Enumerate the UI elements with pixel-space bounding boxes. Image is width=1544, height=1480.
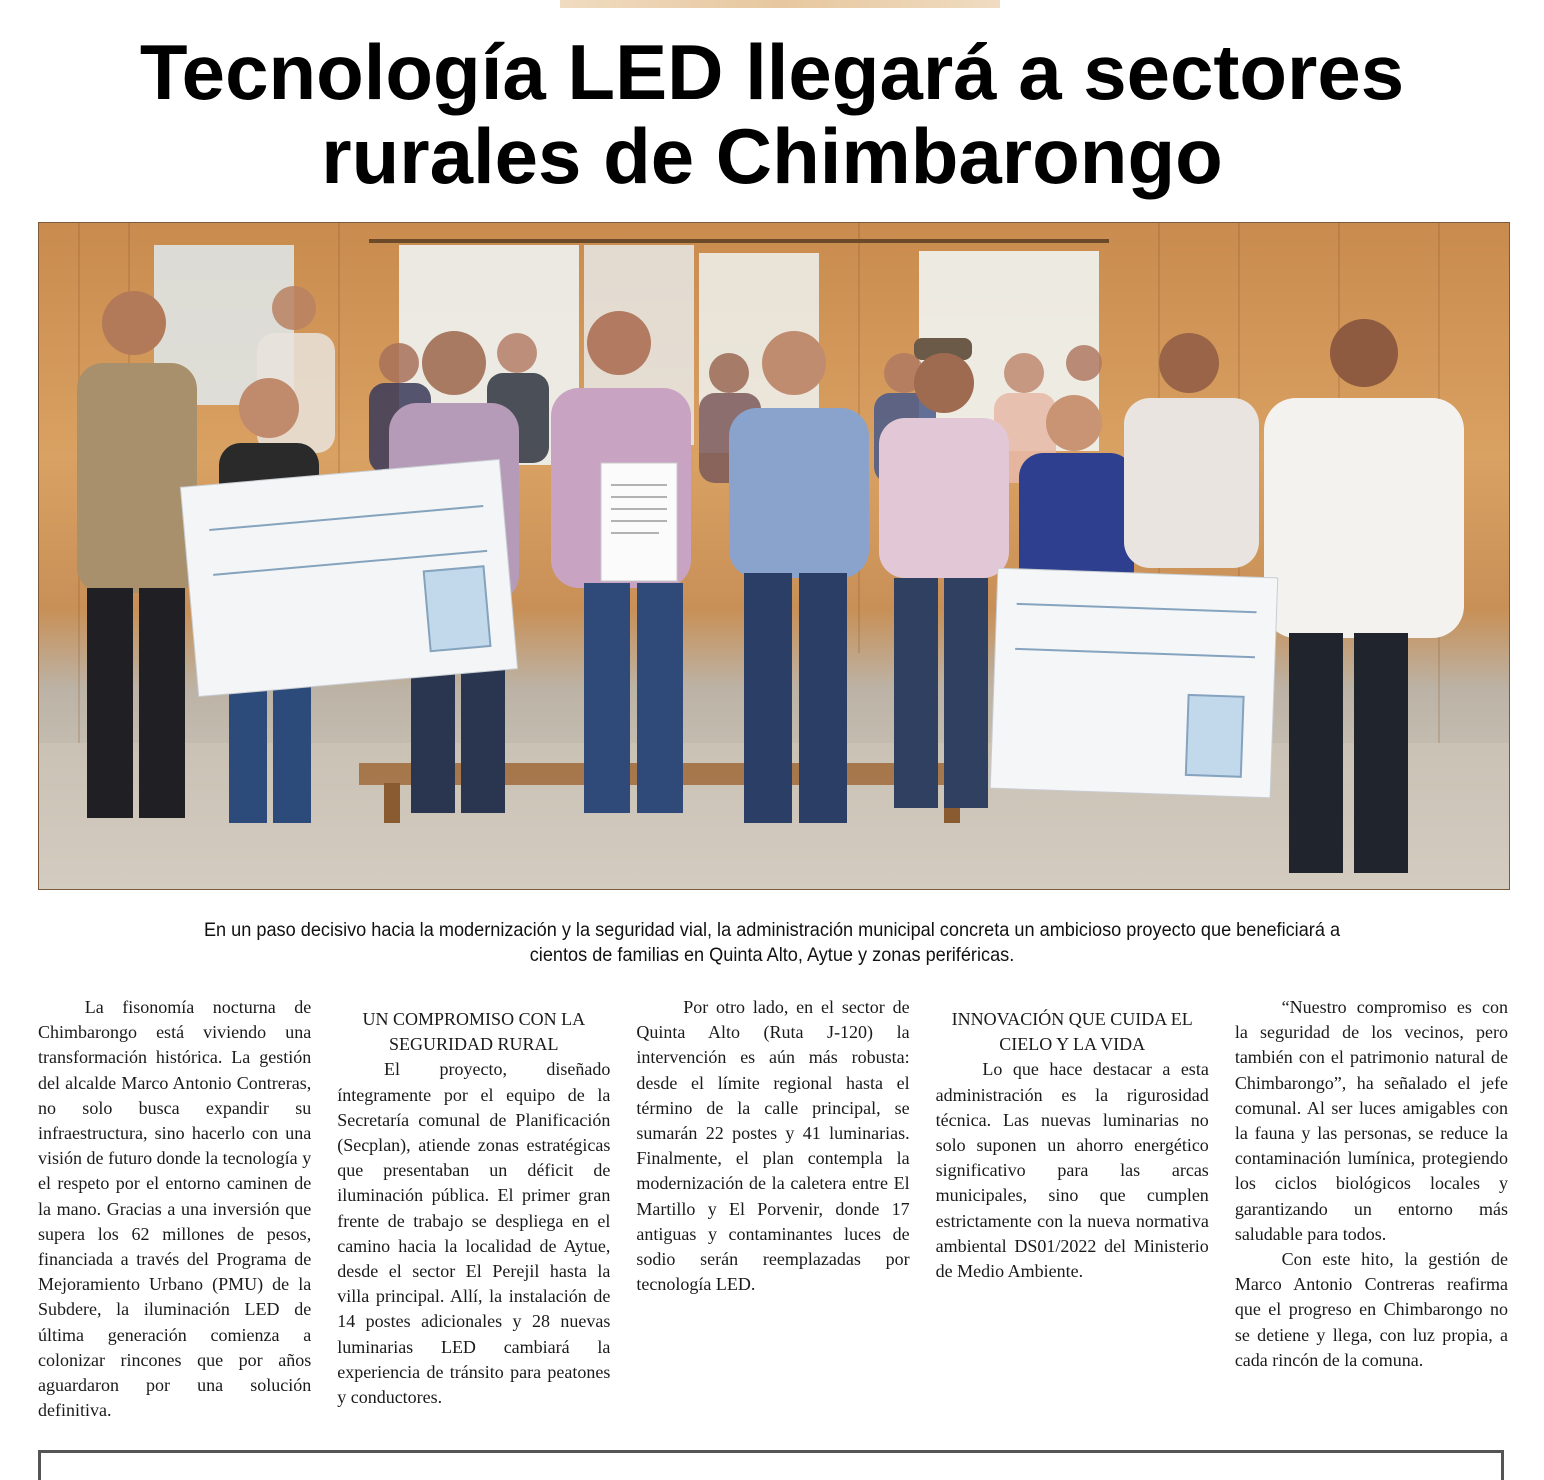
next-article-frame bbox=[38, 1450, 1504, 1480]
subheading-seguridad-rural: UN COMPROMISO CON LA SEGURIDAD RURAL bbox=[362, 1009, 586, 1055]
paragraph-quinta-alto: Por otro lado, en el sector de Quinta Alto (Ruta J-120) la intervención es aún más robusta: desde el límite regional hasta el término de la calle principal, se sumarán 22 postes y 41 luminarias. Finalmente, el plan contempla la modernización de la caletera entre El Martillo y El Porvenir, donde 17 antiguas y contaminantes luces de sodio serán reemplazadas por tecnología LED. bbox=[636, 997, 910, 1295]
paragraph-rigurosidad: Lo que hace destacar a esta administración es la rigurosidad técnica. Las nuevas luminarias no solo suponen un ahorro energético significativo para las arcas municipales, sino que cumplen estrictamente con la nueva normativa ambiental DS01/2022 del Ministerio de Medio Ambiente. bbox=[935, 1059, 1209, 1282]
top-decoration-strip bbox=[560, 0, 1000, 8]
paragraph-intro: La fisonomía nocturna de Chimbarongo está viviendo una transformación histórica. La gestión del alcalde Marco Antonio Contreras, no solo busca expandir su infraestructura, sino hacerlo con una visión de futuro donde la tecnología y el respeto por el entorno caminen de la mano. Gracias a una inversión que supera los 62 millones de pesos, financiada a través del Programa de Mejoramiento Urbano (PMU) de la Subdere, la iluminación LED de última generación comienza a colonizar rincones que por años aguardaron por una solución definitiva. bbox=[38, 997, 312, 1421]
headline: Tecnología LED llegará a sectores rurales de Chimbarongo bbox=[139, 28, 1405, 200]
body-column-1 bbox=[38, 995, 311, 1427]
subheading-innovacion: INNOVACIÓN QUE CUIDA EL CIELO Y LA VIDA bbox=[951, 1009, 1193, 1055]
article-photo bbox=[38, 222, 1510, 890]
body-column-5 bbox=[1235, 995, 1508, 1427]
photo-caption: En un paso decisivo hacia la modernización y la seguridad vial, la administración municipal concreta un ambicioso proyecto que beneficiará a cientos de familias en Quinta Alto, Aytue y zonas periféricas. bbox=[203, 919, 1341, 966]
paragraph-conclusion: Con este hito, la gestión de Marco Antonio Contreras reafirma que el progreso en Chimbarongo no se detiene y llega, con luz propia, a cada rincón de la comuna. bbox=[1234, 1249, 1509, 1370]
body-column-4 bbox=[936, 995, 1209, 1427]
body-column-2 bbox=[337, 995, 610, 1427]
paragraph-proyecto: El proyecto, diseñado íntegramente por el equipo de la Secretaría comunal de Planificación (Secplan), atiende zonas estratégicas que presentaban un déficit de iluminación pública. El primer gran frente de trabajo se despliega en el camino hacia la localidad de Aytue, desde el sector El Perejil hasta la villa principal. Allí, la instalación de 14 postes adicionales y 28 nuevas luminarias LED cambiará la experiencia de tránsito para peatones y conductores. bbox=[337, 1059, 611, 1408]
body-column-3 bbox=[636, 995, 909, 1427]
article-body bbox=[38, 995, 1508, 1427]
paragraph-compromiso-quote: “Nuestro compromiso es con la seguridad de los vecinos, pero también con el patrimonio natural de Chimbarongo”, ha señalado el jefe comunal. Al ser luces amigables con la fauna y las personas, se reduce la contaminación lumínica, protegiendo los ciclos biológicos locales y garantizando un entorno más saludable para todos. bbox=[1234, 997, 1509, 1244]
